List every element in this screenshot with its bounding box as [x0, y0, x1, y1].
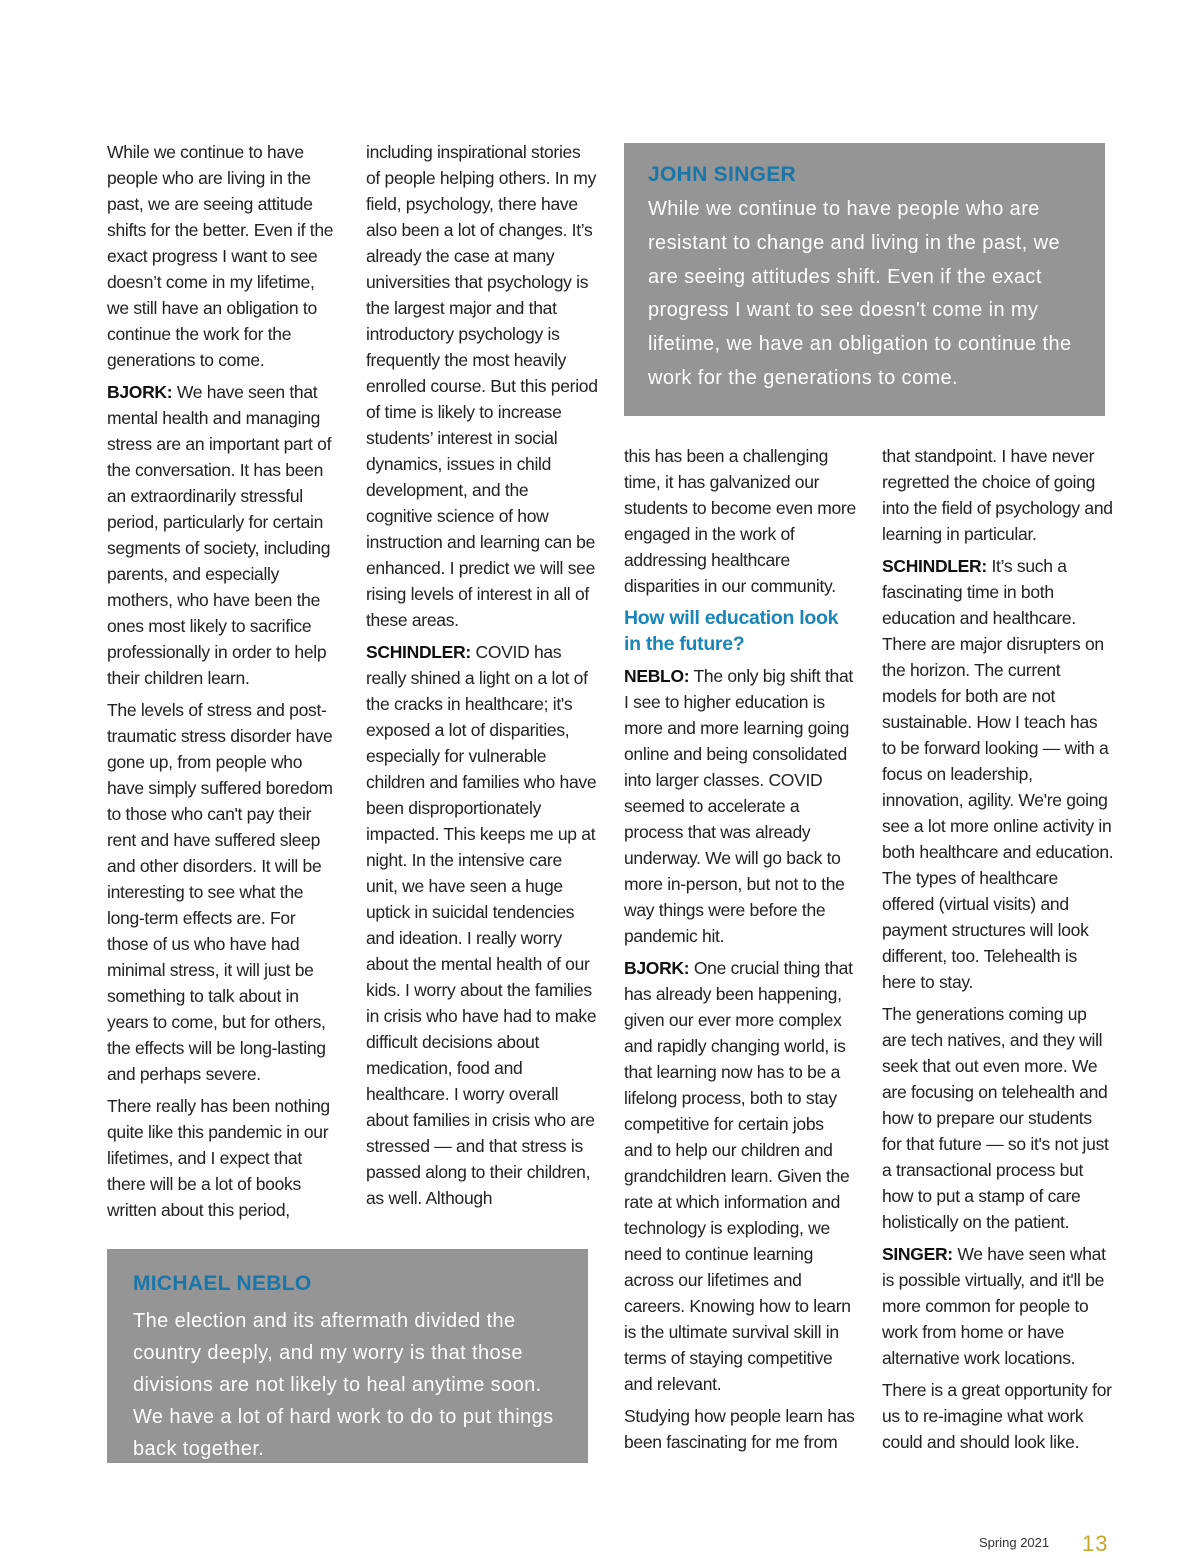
paragraph-text: It’s such a fascinating time in both education and healthcare. There are major disrupters on the horizon. The current models for both are not sustainable. How I teach has to be forward looking — with a focus on leadership, innovation, agility. We're going see a lot more online activity in both healthcare and education. The types of healthcare offered (virtual visits) and payment structures will look different, too. Telehealth is here to stay. — [882, 556, 1114, 992]
paragraph: that standpoint. I have never regretted the choice of going into the field of psychology and learning in particular. — [882, 446, 1113, 544]
quote-text: While we continue to have people who are resistant to change and living in the past, we are seeing attitudes shift. Even if the exact progress I want to see doesn't come in my lifetime, we have an obligation to continue the work for the generations to come. — [648, 198, 1072, 389]
paragraph: The generations coming up are tech natives, and they will seek that out even more. We are focusing on telehealth and how to prepare our students for that future — so it's not just a transactional process but how to put a stamp of care holistically on the patient. — [882, 1004, 1109, 1232]
speaker-label: NEBLO: — [624, 666, 690, 686]
paragraph-text: We have seen that mental health and managing stress are an important part of the conversation. It has been an extraordinarily stressful period, particularly for certain segments of society, including parents, and especially mothers, who have been the ones most likely to sacrifice professionally in order to help their children learn. — [107, 382, 332, 688]
speaker-label: SINGER: — [882, 1244, 953, 1264]
paragraph-text: COVID has really shined a light on a lot of the cracks in healthcare; it's exposed a lot of disparities, especially for vulnerable children and families who have been disproportionately impacted. This keeps me up at night. In the intensive care unit, we have seen a huge uptick in suicidal tendencies and ideation. I really worry about the mental health of our kids. I worry about the families in crisis who have had to make difficult decisions about medication, food and healthcare. I worry overall about families in crisis who are stressed — and that stress is passed along to their children, as well. Although — [366, 642, 597, 1208]
article-column-1 — [107, 139, 339, 1229]
paragraph: this has been a challenging time, it has galvanized our students to become even more engaged in the work of addressing healthcare disparities in our community. — [624, 446, 856, 596]
speaker-label: BJORK: — [624, 958, 690, 978]
paragraph: Studying how people learn has been fascinating for me from — [624, 1406, 855, 1452]
article-column-3 — [624, 443, 856, 1461]
speaker-label: SCHINDLER: — [366, 642, 471, 662]
speaker-label: BJORK: — [107, 382, 173, 402]
article-column-2 — [366, 139, 598, 1217]
page-number: 13 — [1082, 1531, 1109, 1556]
issue-label: Spring 2021 — [979, 1535, 1050, 1550]
paragraph — [366, 639, 598, 1211]
paragraph: While we continue to have people who are living in the past, we are seeing attitude shifts for the better. Even if the exact progress I want to see doesn’t come in my lifetime, we still have an obligation to continue the work for the generations to come. — [107, 142, 334, 370]
pull-quote-singer — [624, 143, 1105, 416]
paragraph — [624, 663, 856, 949]
paragraph — [624, 955, 856, 1397]
quote-text: The election and its aftermath divided the country deeply, and my worry is that those divisions are not likely to heal anytime soon. We have a lot of hard work to do to put things back together. — [133, 1310, 554, 1460]
paragraph-text: One crucial thing that has already been happening, given our ever more complex and rapidly changing world, is that learning now has to be a lifelong process, both to stay competitive for certain jobs and to help our children and grandchildren learn. Given the rate at which information and technology is exploding, we need to continue learning across our lifetimes and careers. Knowing how to learn is the ultimate survival skill in terms of staying competitive and relevant. — [624, 958, 853, 1394]
pull-quote-neblo — [107, 1249, 588, 1463]
paragraph: There really has been nothing quite like this pandemic in our lifetimes, and I expect that there will be a lot of books written about this period, — [107, 1096, 330, 1220]
speaker-label: SCHINDLER: — [882, 556, 987, 576]
paragraph — [882, 1241, 1114, 1371]
article-column-4 — [882, 443, 1114, 1461]
paragraph: There is a great opportunity for us to re-imagine what work could and should look like. — [882, 1380, 1112, 1452]
paragraph: including inspirational stories of people helping others. In my field, psychology, there have also been a lot of changes. It’s already the case at many universities that psychology is the largest major and that introductory psychology is frequently the most heavily enrolled course. But this period of time is likely to increase students’ interest in social dynamics, issues in child development, and the cognitive science of how instruction and learning can be enhanced. I predict we will see rising levels of interest in all of these areas. — [366, 142, 598, 630]
paragraph — [882, 553, 1114, 995]
paragraph: The levels of stress and post-traumatic stress disorder have gone up, from people who have simply suffered boredom to those who can't pay their rent and have suffered sleep and other disorders. It will be interesting to see what the long-term effects are. For those of us who have had minimal stress, it will just be something to talk about in years to come, but for others, the effects will be long-lasting and perhaps severe. — [107, 700, 333, 1084]
paragraph — [107, 379, 339, 691]
quote-author: JOHN SINGER — [648, 163, 796, 186]
paragraph-text: The only big shift that I see to higher education is more and more learning going online and being consolidated into larger classes. COVID seemed to accelerate a process that was already underway. We will go back to more in-person, but not to the way things were before the pandemic hit. — [624, 666, 853, 946]
section-heading: How will education look in the future? — [624, 607, 839, 655]
quote-author: MICHAEL NEBLO — [133, 1272, 312, 1295]
paragraph-text: We have seen what is possible virtually, and it'll be more common for people to work from home or have alternative work locations. — [882, 1244, 1106, 1368]
